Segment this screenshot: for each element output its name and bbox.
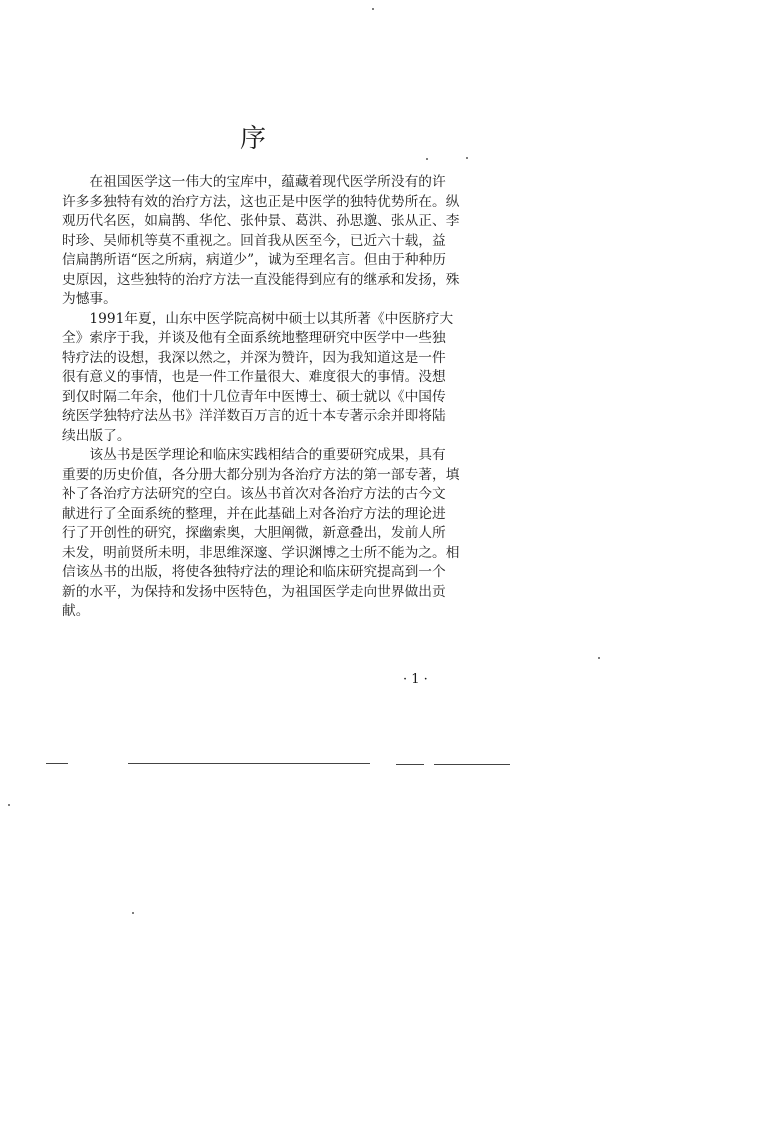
scan-rule: [46, 763, 68, 764]
paragraph-1: [62, 173, 460, 310]
page-number: · 1 ·: [403, 672, 428, 687]
text-line: 统 医 学 独 特 疗 法 丛 书 》 洋 洋 数 百 万 言 的 近 十 本 专 著 示 余 并 即 将 陆: [62, 408, 446, 424]
text-line: 信 该 丛 书 的 出 版 ， 将 使 各 独 特 疗 法 的 理 论 和 临 床 研 究 提 高 到 一 个: [62, 564, 446, 580]
text-line: 献 。: [62, 603, 90, 619]
text-line: 补 了 各 治 疗 方 法 研 究 的 空 白 。 该 丛 书 首 次 对 各 治 疗 方 法 的 古 今 文: [62, 486, 446, 502]
paragraph-3: [62, 446, 460, 622]
scan-speck: [8, 804, 10, 806]
text-line: 在 祖 国 医 学 这 一 伟 大 的 宝 库 中 ， 蕴 藏 着 现 代 医 学 所 没 有 的 许: [89, 174, 446, 190]
text-line: 到 仅 时 隔 二 年 余 ， 他 们 十 几 位 青 年 中 医 博 士 、 硕 士 就 以 《 中 国 传: [62, 388, 446, 405]
text-line: 全 》 索 序 于 我 ， 并 谈 及 他 有 全 面 系 统 地 整 理 研 究 中 医 学 中 一 些 独: [62, 330, 446, 346]
text-line: 观 历 代 名 医 ， 如 扁 鹊 、 华 佗 、 张 仲 景 、 葛 洪 、 孙 思 邈 、 张 从 正 、 李: [62, 213, 460, 229]
text-line: 特 疗 法 的 设 想 ， 我 深 以 然 之 ， 并 深 为 赞 许 ， 因 为 我 知 道 这 是 一 件: [62, 349, 446, 366]
scan-rule: [396, 764, 424, 765]
text-line: 续 出 版 了 。: [62, 427, 131, 444]
scan-speck: [598, 657, 600, 659]
scan-speck: [372, 8, 374, 10]
page-title: 序: [240, 124, 269, 154]
text-line: 行 了 开 创 性 的 研 究 ， 探 幽 索 奥 ， 大 胆 阐 微 ， 新 意 叠 出 ， 发 前 人 所: [62, 525, 446, 541]
text-line: 信 扁 鹊 所 语 “ 医 之 所 病 ， 病 道 少 ” ， 诚 为 至 理 名 言 。 但 由 于 种 种 历: [62, 252, 446, 268]
text-line: 为 憾 事 。: [62, 291, 117, 307]
text-line: 献 进 行 了 全 面 系 统 的 整 理 ， 并 在 此 基 础 上 对 各 治 疗 方 法 的 理 论 进: [62, 505, 446, 522]
text-line: 许 多 多 独 特 有 效 的 治 疗 方 法 ， 这 也 正 是 中 医 学 的 独 特 优 势 所 在 。 纵: [62, 193, 460, 210]
text-line: 重 要 的 历 史 价 值 ， 各 分 册 大 都 分 别 为 各 治 疗 方 法 的 第 一 部 专 著 ， 填: [62, 466, 460, 483]
paragraph-2: [62, 310, 454, 447]
text-line: 未 发 ， 明 前 贤 所 未 明 ， 非 思 维 深 邃 、 学 识 渊 博 之 士 所 不 能 为 之 。 相: [62, 544, 460, 561]
text-line: 时 珍 、 吴 师 机 等 莫 不 重 视 之 。 回 首 我 从 医 至 今 ， 已 近 六 十 载 ， 益: [62, 232, 446, 249]
text-line: 1 9 9 1 年 夏 ， 山 东 中 医 学 院 高 树 中 硕 士 以 其 所 著 《 中 医 脐 疗 大: [89, 310, 454, 327]
text-line: 新 的 水 平 ， 为 保 持 和 发 扬 中 医 特 色 ， 为 祖 国 医 学 走 向 世 界 做 出 贡: [62, 583, 446, 600]
text-line: 史 原 因 ， 这 些 独 特 的 治 疗 方 法 一 直 没 能 得 到 应 有 的 继 承 和 发 扬 ， 殊: [62, 271, 460, 288]
scan-speck: [426, 158, 428, 160]
text-line: 很 有 意 义 的 事 情 ， 也 是 一 件 工 作 量 很 大 、 难 度 很 大 的 事 情 。 没 想: [62, 369, 446, 385]
scan-rule: [128, 763, 370, 764]
scan-rule: [434, 764, 510, 765]
text-line: 该 丛 书 是 医 学 理 论 和 临 床 实 践 相 结 合 的 重 要 研 究 成 果 ， 具 有: [89, 447, 446, 463]
preface-body: [62, 173, 460, 622]
scan-speck: [466, 157, 468, 159]
scan-speck: [132, 912, 134, 914]
